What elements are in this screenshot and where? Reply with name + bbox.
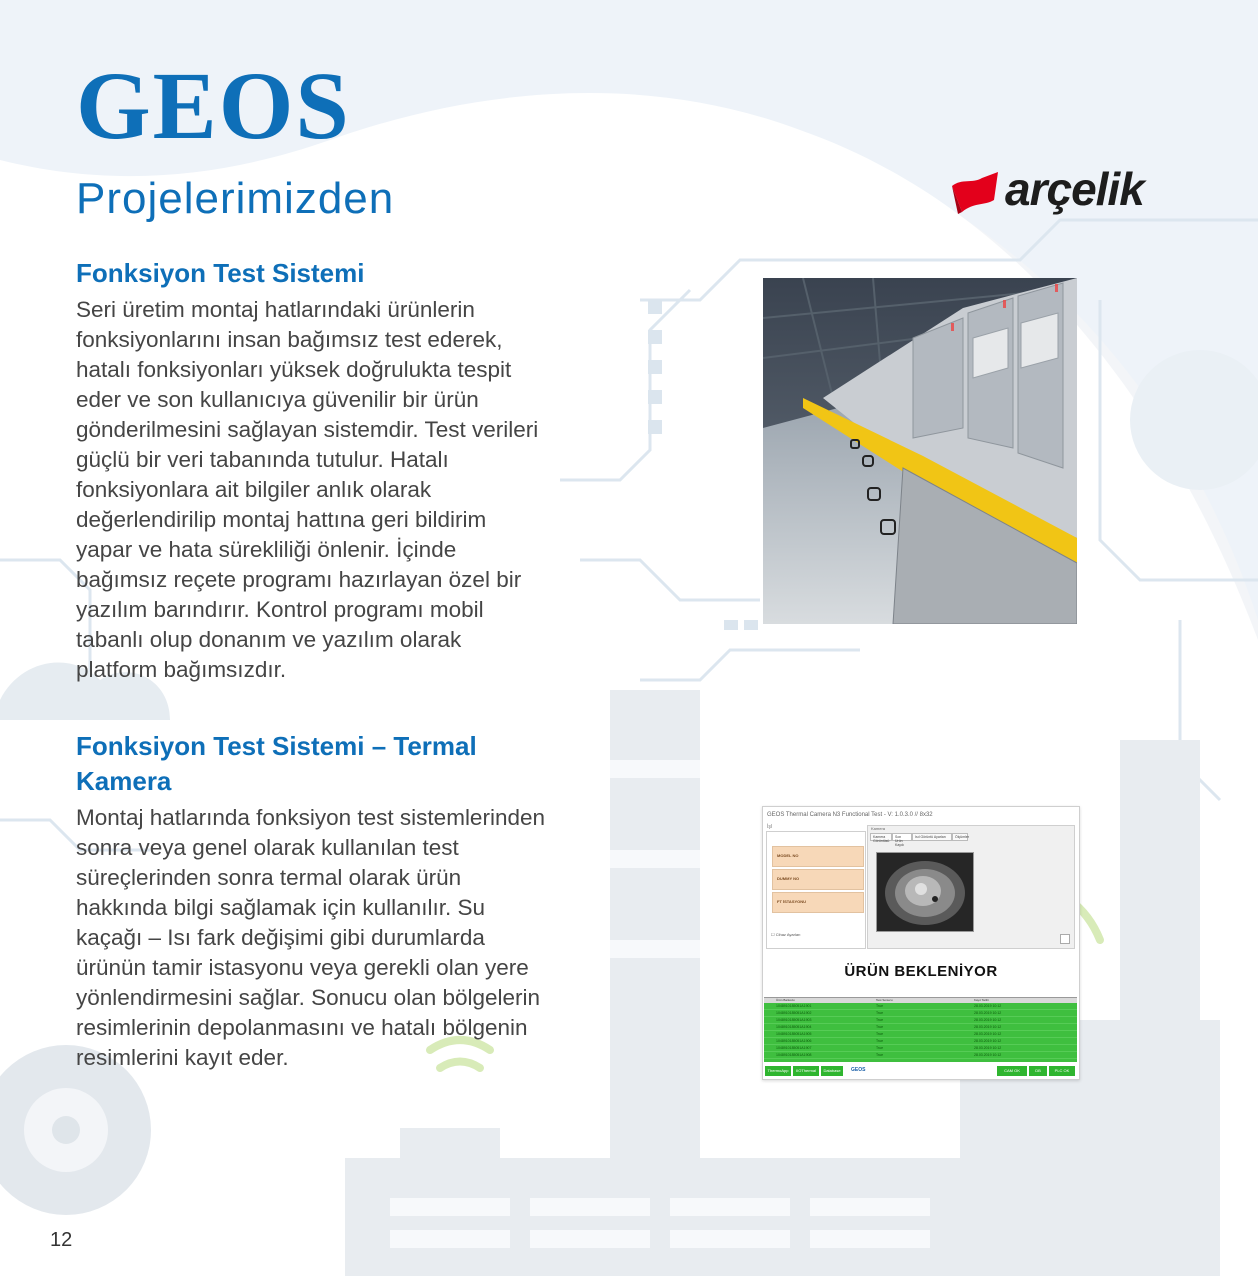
section-heading-fonksiyon-test: Fonksiyon Test Sistemi <box>76 258 365 288</box>
section-heading-termal-kamera: Fonksiyon Test Sistemi – Termal Kamera <box>76 731 477 796</box>
logo-flag-icon <box>950 168 1000 222</box>
left-panel-label: İşl <box>767 824 772 830</box>
thermal-image-preview <box>876 852 974 932</box>
camera-group-label: Kamera <box>871 826 886 831</box>
table-row[interactable]: 1048910185051A1908 True 28.03.2019 10:12 <box>764 1052 1077 1059</box>
db-status-badge: DB <box>1029 1066 1047 1076</box>
thermoapp-button[interactable]: ThermoApp <box>765 1066 791 1076</box>
plc-status-badge: PLC OK <box>1049 1066 1075 1076</box>
page-number: 12 <box>50 1229 73 1251</box>
model-no-field[interactable]: MODEL NO <box>772 846 864 867</box>
camera-panel <box>867 825 1075 949</box>
tab-camera-view[interactable]: Kamera Görüntüsü <box>870 833 892 841</box>
page-subtitle: Projelerimizden <box>76 174 395 223</box>
table-row[interactable]: 1048910185051A1907 True 28.03.2019 10:12 <box>764 1045 1077 1052</box>
dummy-no-field[interactable]: DUMMY NO <box>772 869 864 890</box>
results-table <box>764 997 1077 1062</box>
table-row[interactable]: 1048910185051A1903 True 28.03.2019 10:12 <box>764 1017 1077 1024</box>
expand-icon[interactable] <box>1060 934 1070 944</box>
footer-geos-logo: GEOS <box>851 1067 866 1073</box>
ft-station-field[interactable]: FT İSTASYONU <box>772 892 864 913</box>
arcelik-logo <box>950 163 1180 222</box>
table-row[interactable]: 1048910185051A1905 True 28.03.2019 10:12 <box>764 1031 1077 1038</box>
logo-wordmark: arçelik <box>1005 163 1144 215</box>
window-title: GEOS Thermal Camera N3 Functional Test - V: 1.0.3.0 // 8x32 <box>767 812 933 818</box>
tab-last-product[interactable]: Son Ürün Kaydı <box>892 833 912 841</box>
thermal-camera-software-screenshot <box>762 806 1080 1080</box>
table-header: Ürün Barkodu Test Sonucu Kayıt Tarihi <box>764 998 1077 1003</box>
section-body-termal-kamera: Montaj hatlarında fonksiyon test sistemlerinden sonra veya genel olarak kullanılan test süreçlerinden sonra termal olarak ürün hakkında bilgi sağlamak için kullanılır. Su kaçağı – Isı fark değişimi gibi durumlarda ürünün tamir istasyonu veya gerekli olan yere yönlendirmesini sağlar. Sonucu olan bölgelerin resimlerinin depolanmasını ve hatalı bölgenin resimlerini kayıt eder. <box>76 805 545 1070</box>
database-button[interactable]: Database <box>821 1066 843 1076</box>
table-row[interactable]: 1048910185051A1904 True 28.03.2019 10:12 <box>764 1024 1077 1031</box>
settings-checkbox[interactable]: ☐ Cihaz Ayarları <box>771 932 801 937</box>
product-info-panel <box>766 831 866 949</box>
brand-title: GEOS <box>76 52 351 159</box>
status-message: ÜRÜN BEKLENİYOR <box>844 963 998 980</box>
tab-thermal-settings[interactable]: Isıl Görüntü Ayarları <box>912 833 952 841</box>
section-body-fonksiyon-test: Seri üretim montaj hatlarındaki ürünlerin fonksiyonlarını insan bağımsız test ederek, hatalı fonksiyonları yüksek doğrulukta tespit eder ve son kullanıcıya güvenilir bir ürün gönderilmesini sağlayan sistemdir. Test verileri güçlü bir veri tabanında tutulur. Hatalı fonksiyonlara ait bilgiler anlık olarak değerlendirilip montaj hattına geri bildirim yapar ve hata sürekliliği önlenir. İçinde bağımsız reçete programı hazırlayan özel bir yazılım barındırır. Kontrol programı mobil tabanlı olup donanım ve yazılım olarak platform bağımsızdır. <box>76 297 539 682</box>
table-row[interactable]: 1048910185051A1906 True 28.03.2019 10:12 <box>764 1038 1077 1045</box>
production-line-photo <box>763 278 1077 624</box>
iiothermal-button[interactable]: IIOThermal <box>793 1066 819 1076</box>
status-bar <box>763 1065 1079 1077</box>
table-row[interactable]: 1048910185051A1902 True 28.03.2019 10:12 <box>764 1010 1077 1017</box>
table-row[interactable]: 1048910185051A1901 True 28.03.2019 10:12 <box>764 1003 1077 1010</box>
tab-measurements[interactable]: Ölçümler <box>952 833 968 841</box>
cam-status-badge: CAM OK <box>997 1066 1027 1076</box>
